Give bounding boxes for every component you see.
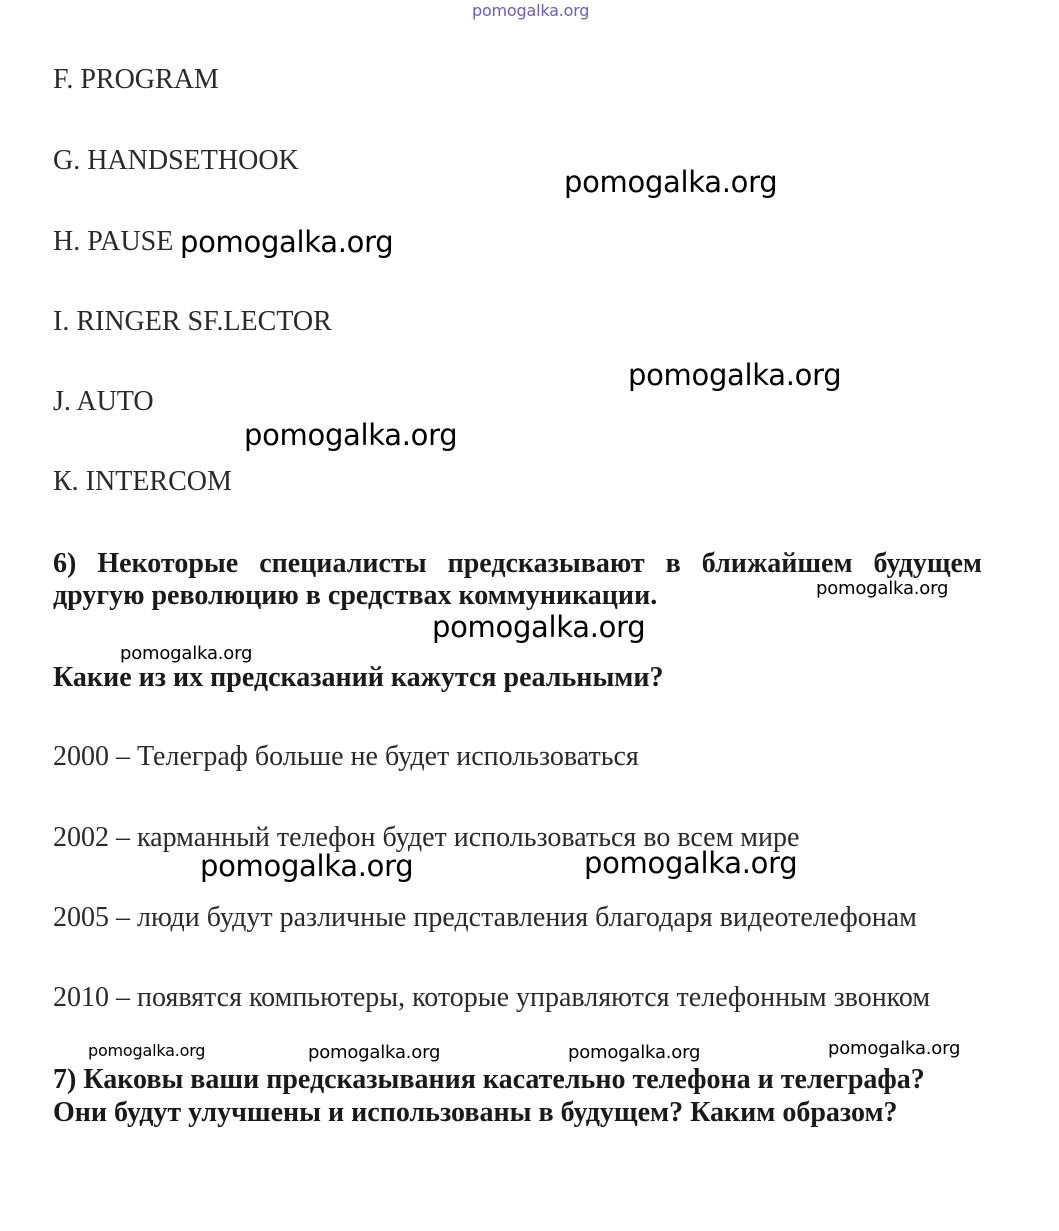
watermark: pomogalka.org [816,578,949,599]
watermark: pomogalka.org [308,1042,441,1063]
prediction-2010: 2010 – появятся компьютеры, которые управляются телефонным звонком [53,982,931,1013]
watermark: pomogalka.org [120,643,253,664]
watermark: pomogalka.org [828,1038,961,1059]
list-item-f: F. PROGRAM [53,64,219,95]
question-7-line-2: Они будут улучшены и использованы в будущем? Каким образом? [53,1097,898,1128]
watermark: pomogalka.org [628,358,842,392]
question-6-text: 6) Некоторые специалисты предсказывают в ближайшем будущем другую революцию в средствах коммуникации. [53,548,982,611]
watermark: pomogalka.org [88,1041,206,1060]
watermark: pomogalka.org [564,165,778,199]
list-item-k: К. INTERCOM [53,466,232,497]
watermark: pomogalka.org [200,849,414,883]
list-item-h: H. PAUSE [53,226,174,257]
question-7-line-1: 7) Каковы ваши предсказывания касательно телефона и телеграфа? [53,1064,925,1095]
watermark: pomogalka.org [568,1042,701,1063]
list-item-j: J. AUTO [53,386,154,417]
prediction-2000: 2000 – Телеграф больше не будет использоваться [53,741,639,772]
list-item-i: I. RINGER SF.LECTOR [53,306,332,337]
watermark: pomogalka.org [432,610,646,644]
watermark-top: pomogalka.org [472,1,590,20]
list-item-g: G. HANDSETHOOK [53,145,299,176]
watermark: pomogalka.org [584,846,798,880]
watermark: pomogalka.org [180,225,394,259]
watermark: pomogalka.org [244,418,458,452]
question-6-subquestion: Какие из их предсказаний кажутся реальными? [53,662,664,693]
prediction-2005: 2005 – люди будут различные представления благодаря видеотелефонам [53,902,917,933]
prediction-2002: 2002 – карманный телефон будет использоваться во всем мире [53,822,800,853]
